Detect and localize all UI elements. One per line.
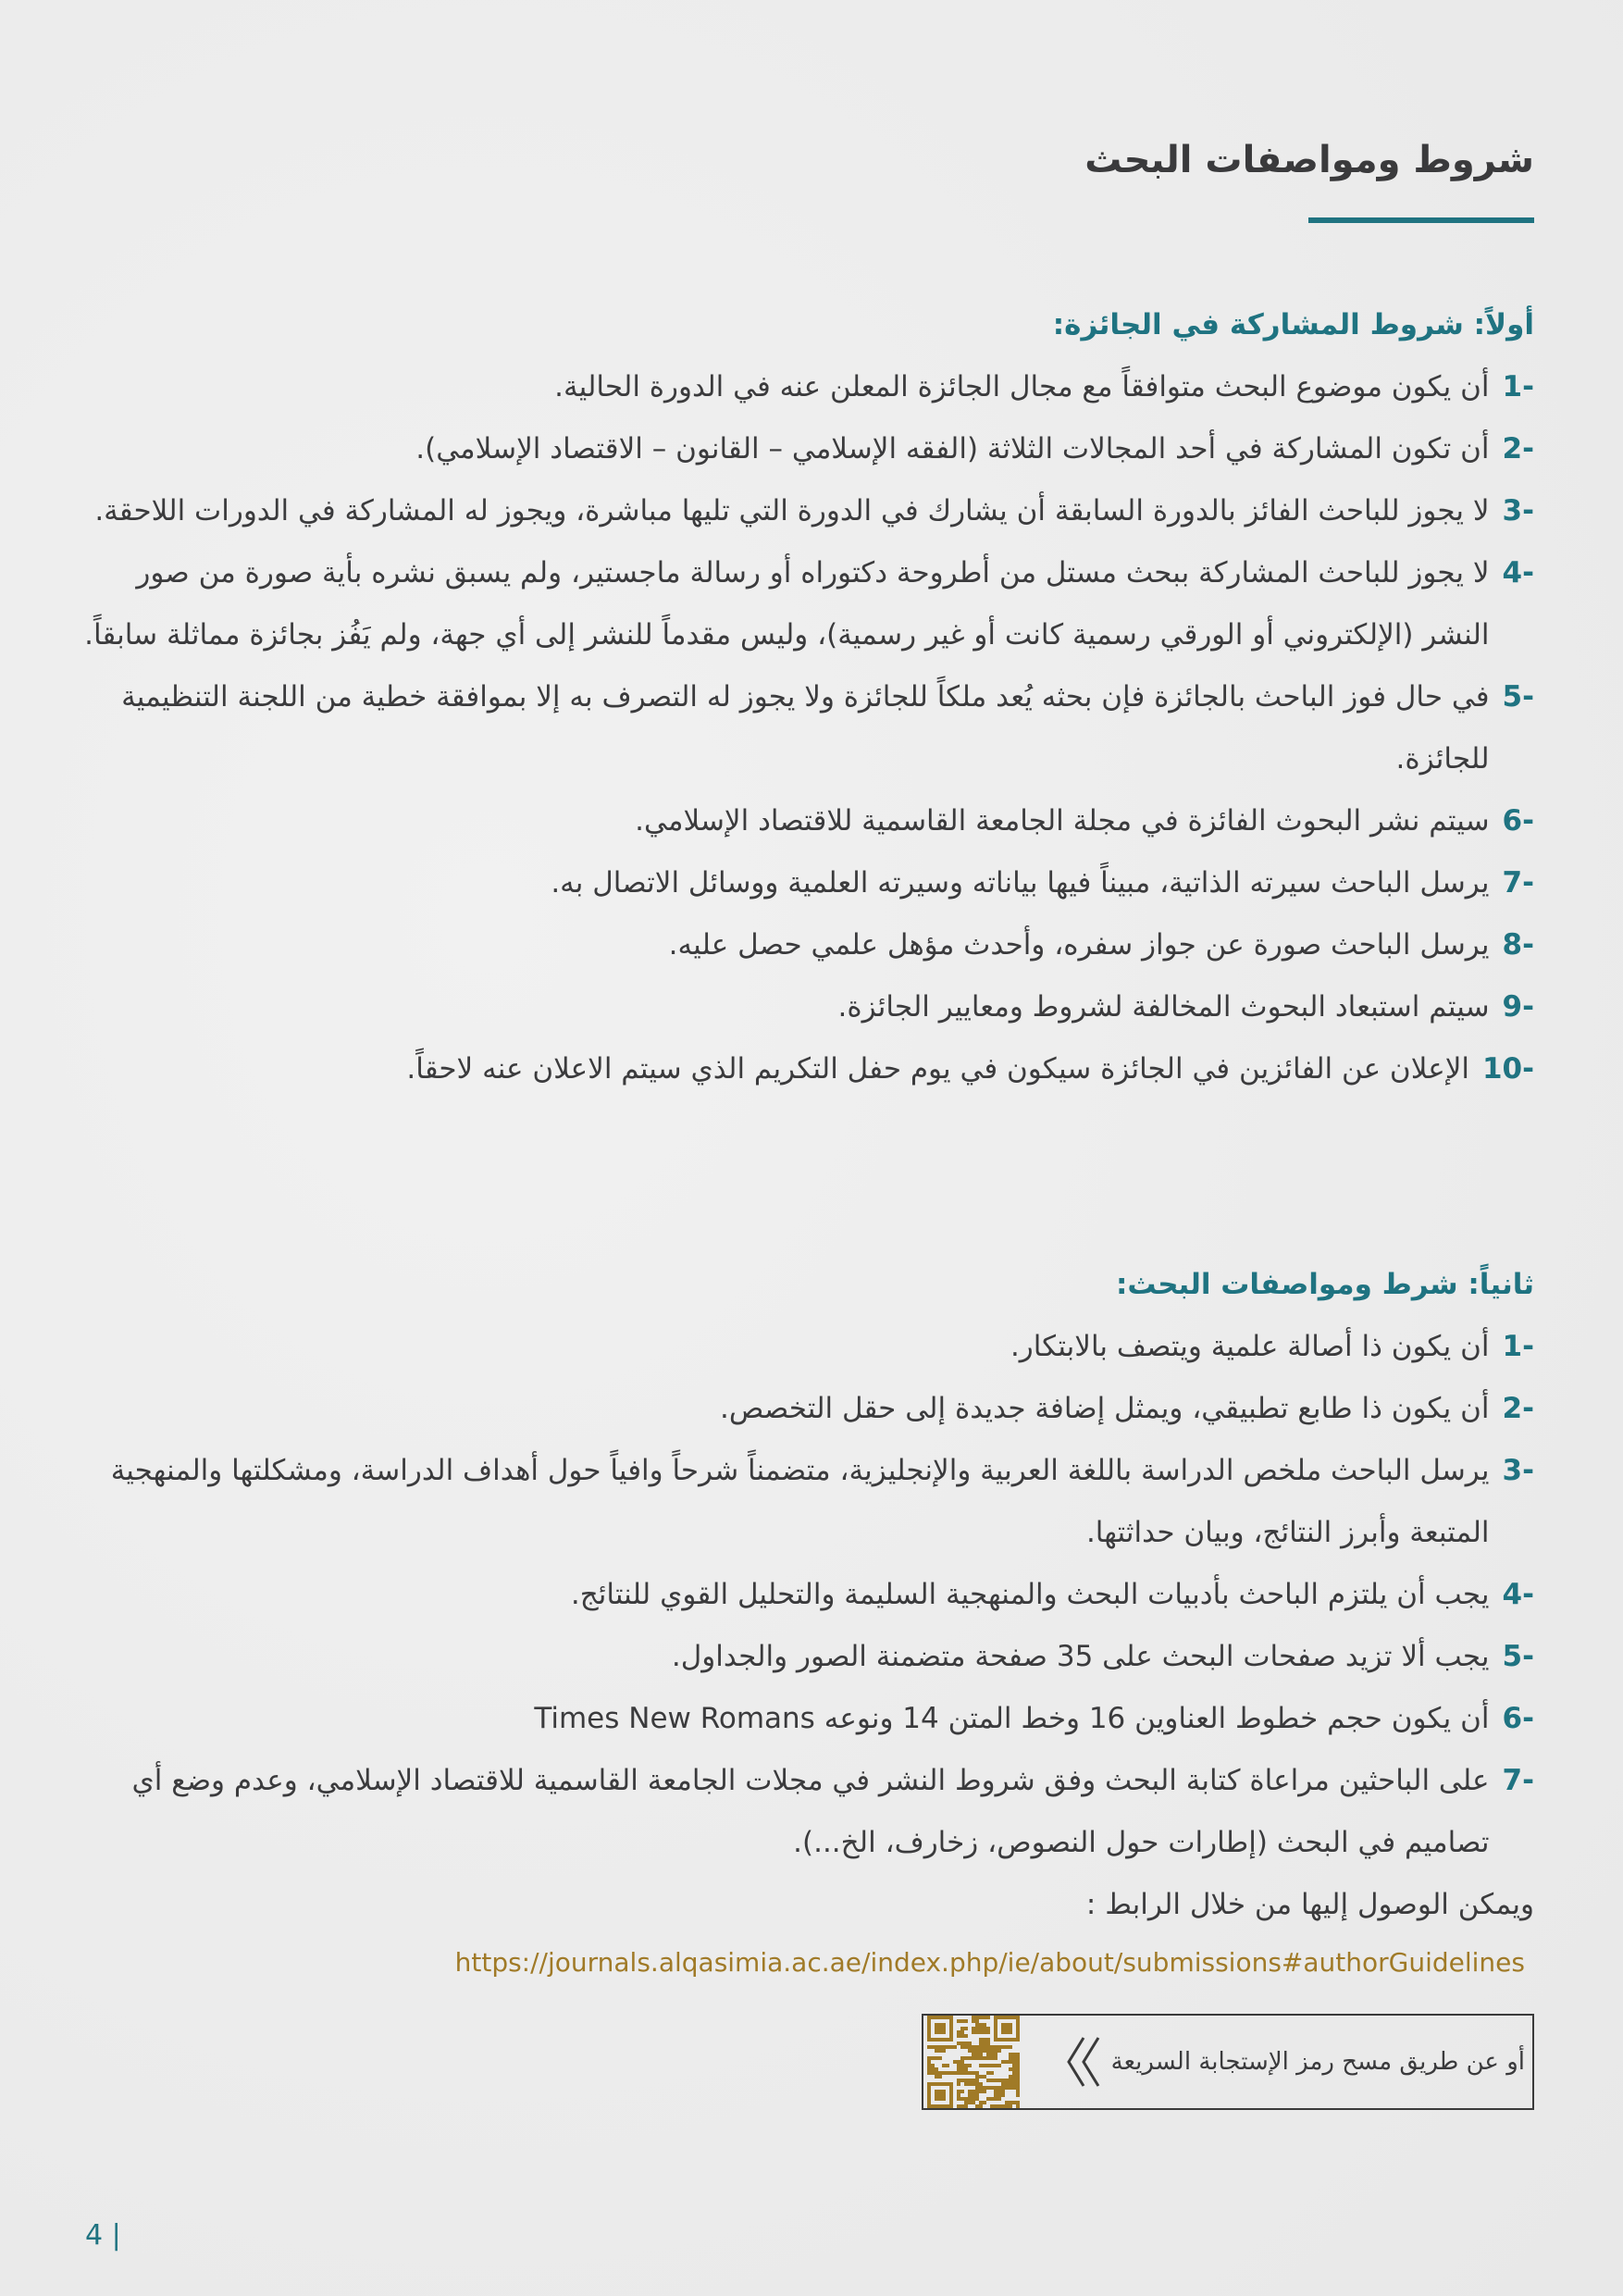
item-number: -5 (1502, 1640, 1534, 1673)
section-heading: ثانياً: شرط ومواصفات البحث: (1115, 1268, 1534, 1301)
item-text: يرسل الباحث ملخص الدراسة باللغة العربية والإنجليزية، متضمناً شرحاً وافياً حول أهداف الدراسة، ومشكلتها والمنهجية المتبعة وأبرز النتائج، وبيان حداثتها. (110, 1454, 1490, 1549)
item-number: -4 (1502, 556, 1534, 590)
list-item (83, 1038, 1534, 1100)
item-number: -3 (1502, 1454, 1534, 1487)
list-item (83, 1750, 1534, 1874)
item-text: سيتم استبعاد البحوث المخالفة لشروط ومعايير الجائزة. (837, 990, 1490, 1024)
page-title: شروط ومواصفات البحث (1084, 139, 1534, 181)
list-item (83, 1626, 1534, 1688)
item-text: في حال فوز الباحث بالجائزة فإن بحثه يُعد ملكاً للجائزة ولا يجوز له التصرف به إلا بموافقة خطية من اللجنة التنظيمية للجائزة. (121, 680, 1490, 776)
list-item (83, 852, 1534, 914)
page-separator: | (111, 2219, 121, 2252)
item-text: أن يكون ذا طابع تطبيقي، ويمثل إضافة جديدة إلى حقل التخصص. (720, 1392, 1490, 1425)
item-number: -2 (1502, 432, 1534, 465)
link-intro-text: ويمكن الوصول إليها من خلال الرابط : (1085, 1888, 1534, 1921)
item-text: سيتم نشر البحوث الفائزة في مجلة الجامعة القاسمية للاقتصاد الإسلامي. (635, 804, 1490, 838)
item-number: -7 (1502, 866, 1534, 900)
author-guidelines-link[interactable]: https://journals.alqasimia.ac.ae/index.php/ie/about/submissions#authorGuidelines (454, 1947, 1525, 1978)
item-number: -6 (1502, 804, 1534, 838)
list-item (83, 542, 1534, 666)
list-item (83, 356, 1534, 418)
section-research-specifications (83, 1254, 1534, 1936)
list-item (83, 666, 1534, 790)
item-number: -7 (1502, 1764, 1534, 1797)
list-item (83, 480, 1534, 542)
section-heading: أولاً: شروط المشاركة في الجائزة: (1052, 308, 1534, 341)
item-text: الإعلان عن الفائزين في الجائزة سيكون في يوم حفل التكريم الذي سيتم الاعلان عنه لاحقاً. (406, 1052, 1469, 1086)
item-number: -1 (1502, 370, 1534, 403)
item-number: -1 (1502, 1330, 1534, 1363)
list-item (83, 1564, 1534, 1626)
qr-box (922, 2014, 1534, 2110)
item-text: يرسل الباحث صورة عن جواز سفره، وأحدث مؤهل علمي حصل عليه. (668, 928, 1490, 962)
list-item (83, 1316, 1534, 1378)
item-number: -9 (1502, 990, 1534, 1024)
item-text: يجب أن يلتزم الباحث بأدبيات البحث والمنهجية السليمة والتحليل القوي للنتائج. (570, 1578, 1490, 1611)
item-text: لا يجوز للباحث الفائز بالدورة السابقة أن يشارك في الدورة التي تليها مباشرة، ويجوز له المشاركة في الدورات اللاحقة. (94, 494, 1490, 527)
item-number: -5 (1502, 680, 1534, 714)
item-number: -8 (1502, 928, 1534, 962)
list-item (83, 1378, 1534, 1440)
item-number: -2 (1502, 1392, 1534, 1425)
item-text: أن يكون موضوع البحث متوافقاً مع مجال الجائزة المعلن عنه في الدورة الحالية. (554, 370, 1490, 403)
double-chevron-left-icon (1063, 2034, 1104, 2090)
item-number: -3 (1502, 494, 1534, 527)
page-number: 4 (85, 2219, 104, 2252)
item-text: أن يكون حجم خطوط العناوين 16 وخط المتن 14 ونوعه Times New Romans (534, 1702, 1490, 1735)
item-text: على الباحثين مراعاة كتابة البحث وفق شروط النشر في مجلات الجامعة القاسمية للاقتصاد الإسلامي، وعدم وضع أي تصاميم في البحث (إطارات حول النصوص، زخارف، الخ...). (131, 1764, 1490, 1859)
section-participation-conditions (83, 294, 1534, 1100)
qr-code-icon[interactable] (927, 2016, 1020, 2108)
item-text: يجب ألا تزيد صفحات البحث على 35 صفحة متضمنة الصور والجداول. (671, 1640, 1490, 1673)
list-item (83, 418, 1534, 480)
list-item (83, 976, 1534, 1038)
qr-label: أو عن طريق مسح رمز الإستجابة السريعة (1110, 2048, 1525, 2076)
list-item (83, 1688, 1534, 1750)
list-item (83, 790, 1534, 852)
item-text: أن تكون المشاركة في أحد المجالات الثلاثة (الفقه الإسلامي – القانون – الاقتصاد الإسلامي). (415, 432, 1490, 465)
list-item (83, 914, 1534, 976)
item-number: -6 (1502, 1702, 1534, 1735)
item-text: يرسل الباحث سيرته الذاتية، مبيناً فيها بياناته وسيرته العلمية ووسائل الاتصال به. (551, 866, 1490, 900)
title-underline (1308, 217, 1534, 223)
item-text: أن يكون ذا أصالة علمية ويتصف بالابتكار. (1010, 1330, 1490, 1363)
item-number: -10 (1481, 1052, 1534, 1086)
item-text: لا يجوز للباحث المشاركة ببحث مستل من أطروحة دكتوراه أو رسالة ماجستير، ولم يسبق نشره بأية صورة من صور النشر (الإلكتروني أو الورقي رسمية كانت أو غير رسمية)، وليس مقدماً للنشر إلى أي جهة، ولم يَفُز بجائزة مماثلة سابقاً. (84, 556, 1490, 652)
page-footer (85, 2219, 121, 2252)
list-item (83, 1440, 1534, 1564)
item-number: -4 (1502, 1578, 1534, 1611)
